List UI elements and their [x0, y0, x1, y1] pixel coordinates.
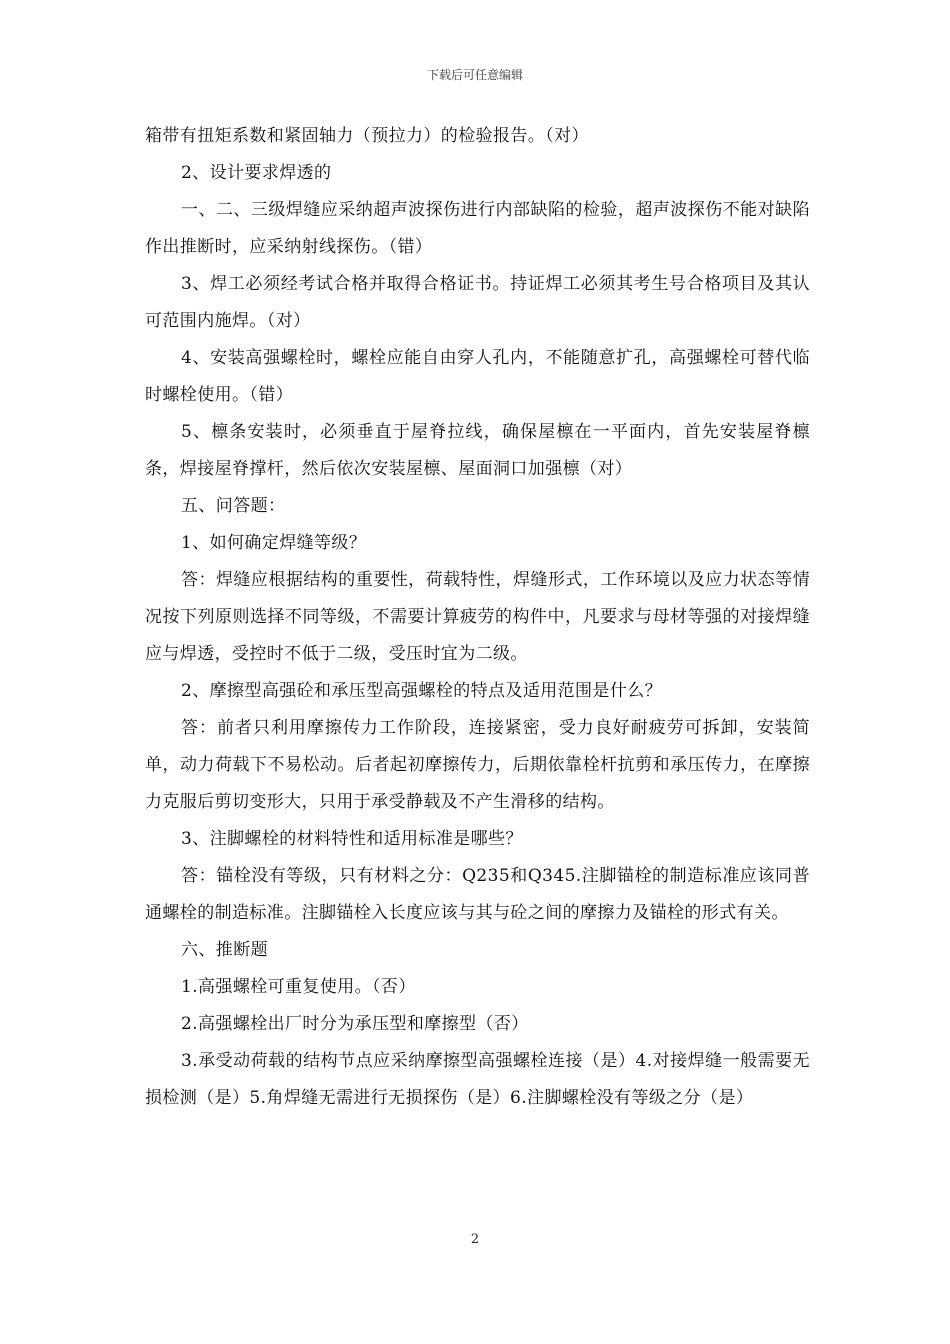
- paragraph-1: 箱带有扭矩系数和紧固轴力（预拉力）的检验报告。（对）: [145, 126, 589, 146]
- question-3: 3、注脚螺栓的材料特性和适用标准是哪些？: [181, 829, 523, 849]
- question-2: 2、摩擦型高强砼和承压型高强螺栓的特点及适用范围是什么？: [181, 681, 663, 701]
- page-number: 2: [470, 1232, 480, 1247]
- judgement-1: 1.高强螺栓可重复使用。（否）: [181, 977, 416, 997]
- paragraph-2: 2、设计要求焊透的: [181, 163, 332, 183]
- answer-2: 答：前者只利用摩擦传力工作阶段，连接紧密，受力良好耐疲劳可拆卸，安装简单，动力荷载下不易松动。后者起初摩擦传力，后期依靠栓杆抗剪和承压传力，在摩擦力克服后剪切变形大，只用于承受静载及不产生滑移的结构。: [145, 718, 810, 812]
- paragraph-4: 3、焊工必须经考试合格并取得合格证书。持证焊工必须其考生号合格项目及其认可范围内施焊。（对）: [145, 274, 810, 331]
- document-body: [145, 118, 810, 1117]
- section-heading-judgement: 六、推断题: [181, 940, 268, 960]
- section-heading-qa: 五、问答题：: [181, 496, 286, 516]
- paragraph-5: 4、安装高强螺栓时，螺栓应能自由穿人孔内，不能随意扩孔，高强螺栓可替代临时螺栓使用。（错）: [145, 348, 810, 405]
- page-header: 下载后可任意编辑: [426, 68, 523, 82]
- paragraph-6: 5、檩条安装时，必须垂直于屋脊拉线，确保屋檩在一平面内，首先安装屋脊檩条，焊接屋脊撑杆，然后依次安装屋檩、屋面洞口加强檩（对）: [145, 422, 810, 479]
- judgement-2: 2.高强螺栓出厂时分为承压型和摩擦型（否）: [181, 1014, 529, 1034]
- question-1: 1、如何确定焊缝等级？: [181, 533, 367, 553]
- paragraph-3: 一、二、三级焊缝应采纳超声波探伤进行内部缺陷的检验，超声波探伤不能对缺陷作出推断时，应采纳射线探伤。（错）: [145, 200, 810, 257]
- answer-1: 答：焊缝应根据结构的重要性，荷载特性，焊缝形式，工作环境以及应力状态等情况按下列原则选择不同等级，不需要计算疲劳的构件中，凡要求与母材等强的对接焊缝应与焊透，受控时不低于二级，受压时宜为二级。: [145, 570, 810, 664]
- judgement-3-6: 3.承受动荷载的结构节点应采纳摩擦型高强螺栓连接（是）4.对接焊缝一般需要无损检测（是）5.角焊缝无需进行无损探伤（是）6.注脚螺栓没有等级之分（是）: [145, 1051, 810, 1108]
- answer-3: 答：锚栓没有等级，只有材料之分：Q235和Q345.注脚锚栓的制造标准应该同普通螺栓的制造标准。注脚锚栓入长度应该与其与砼之间的摩擦力及锚栓的形式有关。: [145, 866, 810, 923]
